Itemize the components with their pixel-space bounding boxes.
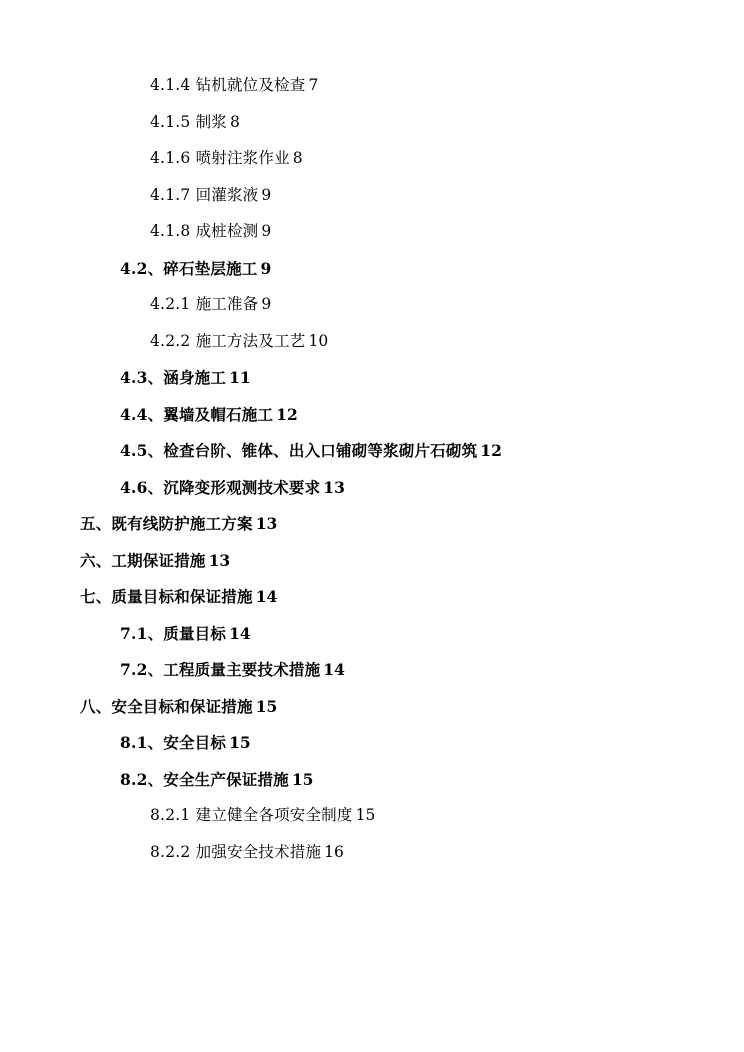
toc-entry[interactable] xyxy=(60,662,684,678)
toc-entry-page-number: 15 xyxy=(291,769,314,789)
toc-entry-page-number: 16 xyxy=(324,842,344,861)
toc-entry-page-number: 13 xyxy=(255,514,278,533)
toc-entry-title: 8.2.1 建立健全各项安全制度 xyxy=(150,806,353,824)
toc-entry-title: 4.2.2 施工方法及工艺 xyxy=(150,331,306,350)
toc-entry-title: 8.2、安全生产保证措施 xyxy=(120,769,289,789)
toc-entry[interactable] xyxy=(60,550,684,570)
toc-entry-page-number: 10 xyxy=(308,331,329,350)
toc-entry-page-number: 8 xyxy=(229,112,240,131)
toc-entry[interactable] xyxy=(60,78,684,94)
toc-entry-page-number: 15 xyxy=(355,806,376,824)
toc-entry-page-number: 9 xyxy=(261,222,272,240)
toc-entry-title: 4.1.4 钻机就位及检查 xyxy=(150,76,306,94)
toc-entry[interactable] xyxy=(60,477,684,497)
toc-entry-title: 4.2、碎石垫层施工 xyxy=(120,258,258,278)
table-of-contents xyxy=(60,78,684,860)
toc-entry-title: 4.4、翼墙及帽石施工 xyxy=(120,404,274,424)
toc-entry[interactable] xyxy=(60,696,684,716)
toc-entry-page-number: 13 xyxy=(323,477,345,497)
toc-entry-title: 4.3、涵身施工 xyxy=(120,368,227,387)
toc-entry-title: 7.2、工程质量主要技术措施 xyxy=(120,660,321,679)
toc-entry-title: 7.1、质量目标 xyxy=(120,623,227,643)
toc-entry[interactable] xyxy=(60,842,684,861)
toc-entry-page-number: 9 xyxy=(260,258,272,278)
toc-entry-title: 4.6、沉降变形观测技术要求 xyxy=(120,477,321,497)
toc-entry[interactable] xyxy=(60,443,684,459)
toc-entry-page-number: 7 xyxy=(308,76,319,94)
toc-entry-title: 8.2.2 加强安全技术措施 xyxy=(150,842,322,861)
toc-entry[interactable] xyxy=(60,404,684,424)
toc-entry-title: 4.1.7 回灌浆液 xyxy=(150,185,259,204)
toc-entry[interactable] xyxy=(60,735,684,751)
toc-entry[interactable] xyxy=(60,224,684,240)
toc-entry-title: 六、工期保证措施 xyxy=(80,550,206,570)
toc-entry[interactable] xyxy=(60,297,684,313)
toc-entry-title: 4.1.8 成桩检测 xyxy=(150,222,259,240)
toc-entry-title: 八、安全目标和保证措施 xyxy=(80,696,253,716)
toc-entry-page-number: 9 xyxy=(261,185,272,204)
toc-entry-title: 4.1.5 制浆 xyxy=(150,112,227,131)
toc-entry-page-number: 8 xyxy=(292,149,303,167)
toc-entry-page-number: 14 xyxy=(255,587,278,606)
toc-entry[interactable] xyxy=(60,623,684,643)
toc-entry[interactable] xyxy=(60,185,684,204)
toc-entry-title: 4.1.6 喷射注浆作业 xyxy=(150,149,290,167)
toc-entry[interactable] xyxy=(60,589,684,605)
toc-entry[interactable] xyxy=(60,769,684,789)
toc-entry-page-number: 11 xyxy=(229,368,251,387)
toc-entry-page-number: 15 xyxy=(229,733,251,752)
toc-entry-page-number: 12 xyxy=(276,404,298,424)
toc-entry-title: 4.5、检查台阶、锥体、出入口铺砌等浆砌片石砌筑 xyxy=(120,441,478,460)
toc-entry[interactable] xyxy=(60,258,684,278)
toc-entry[interactable] xyxy=(60,151,684,167)
toc-entry[interactable] xyxy=(60,331,684,350)
toc-entry[interactable] xyxy=(60,112,684,131)
toc-entry-page-number: 9 xyxy=(261,295,272,313)
toc-entry-page-number: 15 xyxy=(255,696,278,716)
toc-entry-title: 五、既有线防护施工方案 xyxy=(80,514,253,533)
toc-entry[interactable] xyxy=(60,808,684,824)
toc-entry[interactable] xyxy=(60,516,684,532)
toc-entry-page-number: 14 xyxy=(229,623,251,643)
toc-entry-page-number: 14 xyxy=(323,660,345,679)
toc-entry-page-number: 12 xyxy=(480,441,502,460)
toc-entry[interactable] xyxy=(60,370,684,386)
toc-entry-title: 8.1、安全目标 xyxy=(120,733,227,752)
toc-entry-page-number: 13 xyxy=(208,550,231,570)
toc-entry-title: 七、质量目标和保证措施 xyxy=(80,587,253,606)
toc-entry-title: 4.2.1 施工准备 xyxy=(150,295,259,313)
